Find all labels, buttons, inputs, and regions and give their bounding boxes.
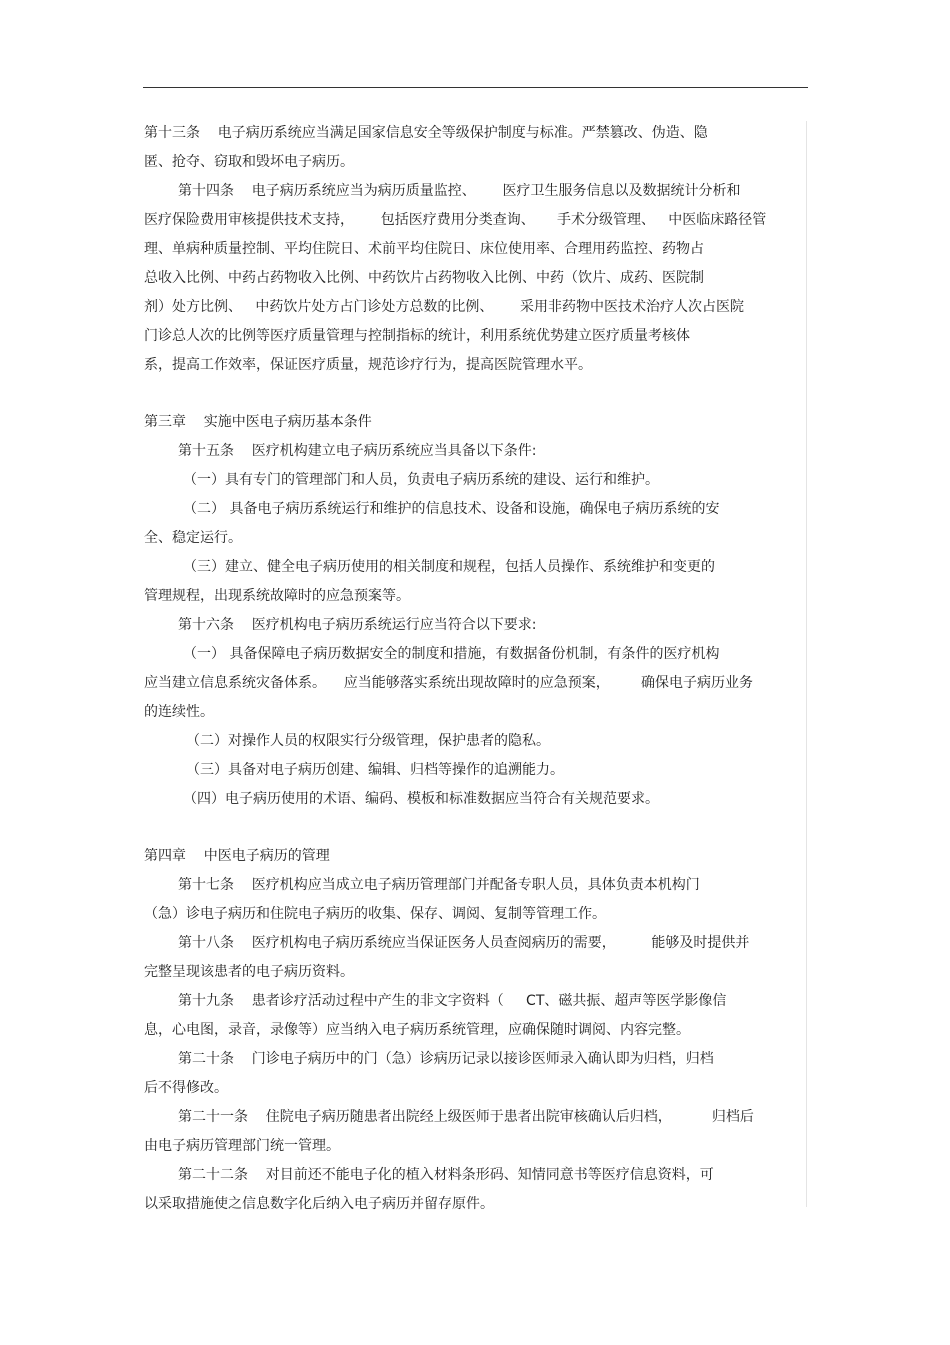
- article-13-line-2: 匿、抢夺、窃取和毁坏电子病历。: [144, 154, 354, 170]
- article-16-item-1-line-1: （一） 具备保障电子病历数据安全的制度和措施，有数据备份机制，有条件的医疗机构: [183, 646, 720, 662]
- article-15-item-2-line-2: 全、稳定运行。: [144, 530, 242, 546]
- article-14-line-5: 剂）处方比例、 中药饮片处方占门诊处方总数的比例、 采用非药物中医技术治疗人次占医院: [144, 299, 745, 315]
- article-18-line-2: 完整呈现该患者的电子病历资料。: [144, 964, 354, 980]
- chapter-3-heading: 第三章 实施中医电子病历基本条件: [144, 414, 372, 430]
- article-16-item-4: （四）电子病历使用的术语、编码、模板和标准数据应当符合有关规范要求。: [183, 791, 659, 807]
- article-21-line-2: 由电子病历管理部门统一管理。: [144, 1138, 340, 1154]
- article-16-item-2: （二）对操作人员的权限实行分级管理，保护患者的隐私。: [186, 733, 550, 749]
- article-16-item-1-line-3: 的连续性。: [144, 704, 214, 720]
- article-20-line-1: 第二十条 门诊电子病历中的门（急）诊病历记录以接诊医师录入确认即为归档，归档: [178, 1051, 714, 1067]
- article-15-item-2-line-1: （二） 具备电子病历系统运行和维护的信息技术、设备和设施，确保电子病历系统的安: [183, 501, 720, 517]
- article-17-line-1: 第十七条 医疗机构应当成立电子病历管理部门并配备专职人员，具体负责本机构门: [178, 877, 700, 893]
- article-14-line-4: 总收入比例、中药占药物收入比例、中药饮片占药物收入比例、中药（饮片、成药、医院制: [144, 270, 704, 286]
- article-22-line-1: 第二十二条 对目前还不能电子化的植入材料条形码、知情同意书等医疗信息资料，可: [178, 1167, 714, 1183]
- article-21-line-1: 第二十一条 住院电子病历随患者出院经上级医师于患者出院审核确认后归档， 归档后: [178, 1109, 754, 1125]
- chapter-4-heading: 第四章 中医电子病历的管理: [144, 848, 330, 864]
- article-17-line-2: （急）诊电子病历和住院电子病历的收集、保存、调阅、复制等管理工作。: [144, 906, 606, 922]
- article-15-item-3-line-2: 管理规程，出现系统故障时的应急预案等。: [144, 588, 410, 604]
- article-14-line-2: 医疗保险费用审核提供技术支持， 包括医疗费用分类查询、 手术分级管理、 中医临床路径管: [144, 212, 767, 228]
- article-16-item-3: （三）具备对电子病历创建、编辑、归档等操作的追溯能力。: [186, 762, 564, 778]
- article-15-item-1: （一）具有专门的管理部门和人员，负责电子病历系统的建设、运行和维护。: [183, 472, 659, 488]
- article-16-item-1-line-2: 应当建立信息系统灾备体系。 应当能够落实系统出现故障时的应急预案， 确保电子病历业务: [144, 675, 753, 691]
- article-14-line-7: 系，提高工作效率，保证医疗质量，规范诊疗行为，提高医院管理水平。: [144, 357, 592, 373]
- article-13-line-1: 第十三条 电子病历系统应当满足国家信息安全等级保护制度与标准。严禁篡改、伪造、隐: [144, 125, 708, 141]
- page-header-rule: [143, 87, 808, 88]
- article-14-line-3: 理、单病种质量控制、平均住院日、术前平均住院日、床位使用率、合理用药监控、药物占: [144, 241, 704, 257]
- article-16-line-1: 第十六条 医疗机构电子病历系统运行应当符合以下要求:: [178, 617, 537, 633]
- article-15-line-1: 第十五条 医疗机构建立电子病历系统应当具备以下条件:: [178, 443, 537, 459]
- article-20-line-2: 后不得修改。: [144, 1080, 228, 1096]
- article-19-line-2: 息，心电图，录音，录像等）应当纳入电子病历系统管理，应确保随时调阅、内容完整。: [144, 1022, 690, 1038]
- article-18-line-1: 第十八条 医疗机构电子病历系统应当保证医务人员查阅病历的需要， 能够及时提供并: [178, 935, 750, 951]
- article-14-line-1: 第十四条 电子病历系统应当为病历质量监控、 医疗卫生服务信息以及数据统计分析和: [178, 183, 741, 199]
- article-14-line-6: 门诊总人次的比例等医疗质量管理与控制指标的统计，利用系统优势建立医疗质量考核体: [144, 328, 690, 344]
- article-19-line-1: 第十九条 患者诊疗活动过程中产生的非文字资料（ CT、磁共振、超声等医学影像信: [178, 993, 727, 1009]
- article-22-line-2: 以采取措施使之信息数字化后纳入电子病历并留存原件。: [144, 1196, 494, 1212]
- article-15-item-3-line-1: （三）建立、健全电子病历使用的相关制度和规程，包括人员操作、系统维护和变更的: [183, 559, 715, 575]
